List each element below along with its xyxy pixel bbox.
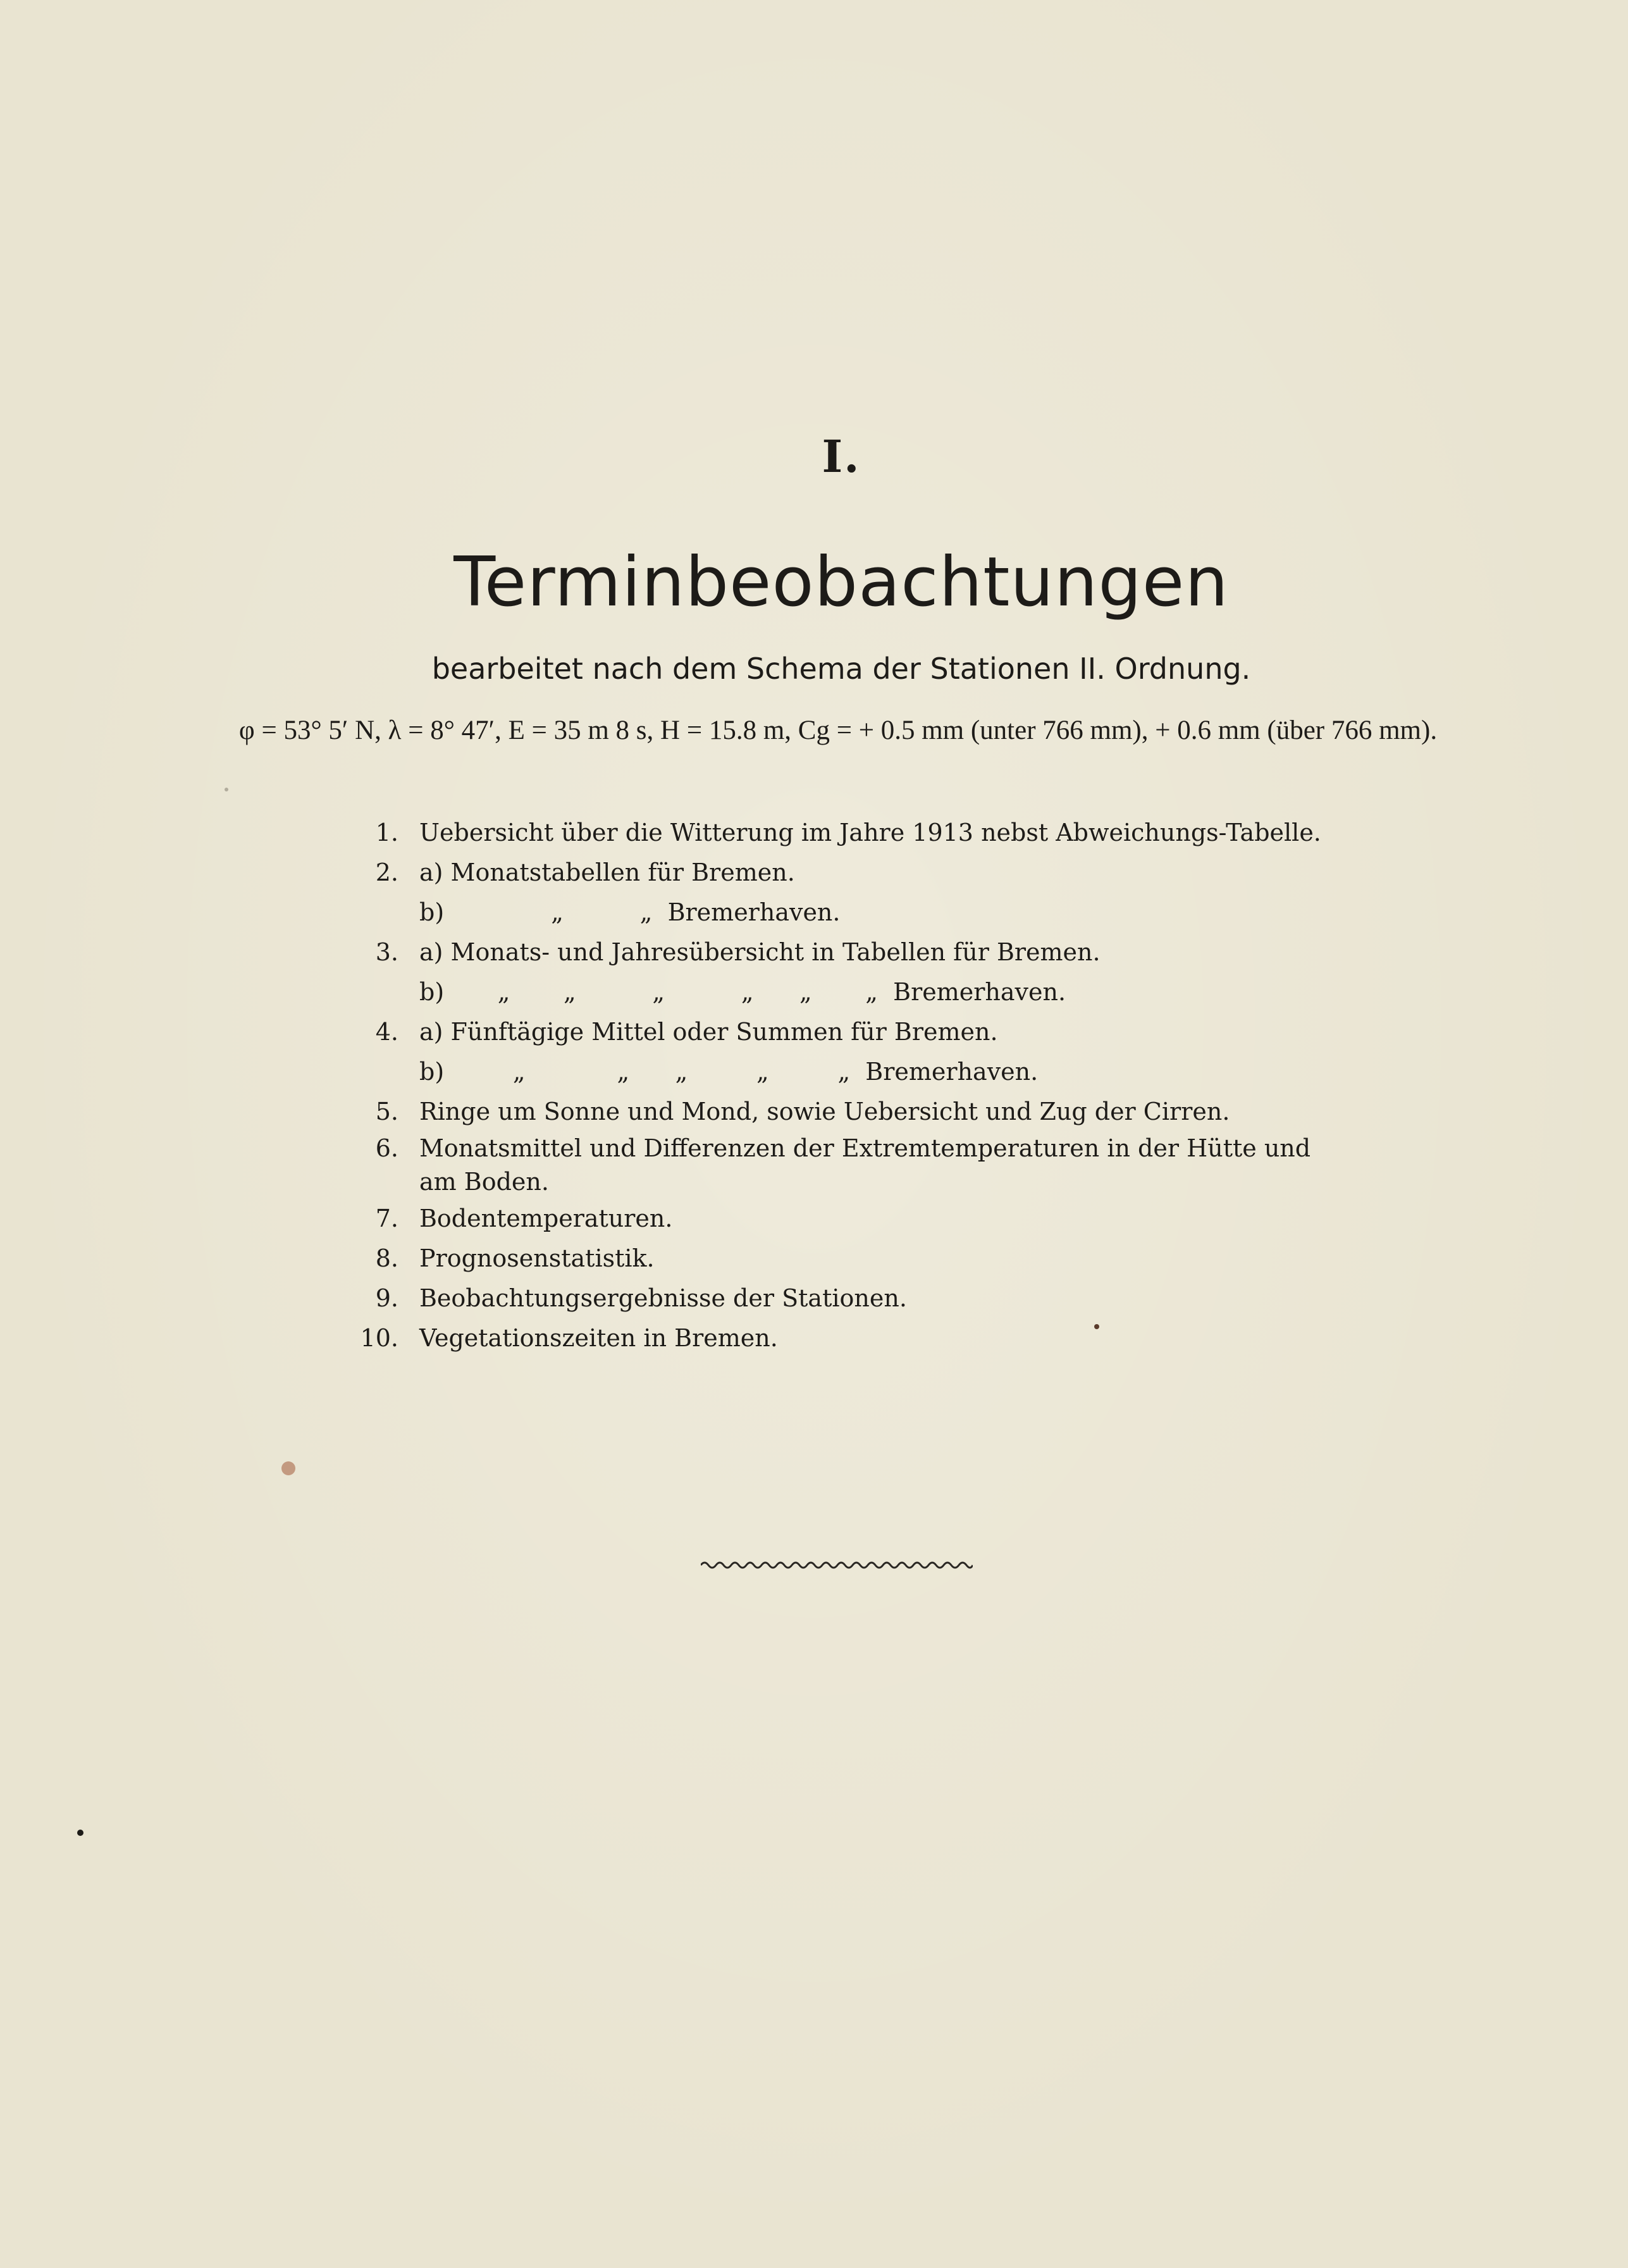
item-text: b) „ „ Bremerhaven. <box>419 898 841 926</box>
item-text: a) Fünftägige Mittel oder Summen für Bremen. <box>419 1018 998 1046</box>
table-of-contents <box>354 813 1335 1358</box>
item-text: b) „ „ „ „ „ Bremerhaven. <box>419 1058 1039 1086</box>
item-text: a) Monatstabellen für Bremen. <box>419 858 795 886</box>
ink-speck <box>1094 1324 1099 1329</box>
page-subtitle: bearbeitet nach dem Schema der Stationen II. Ordnung. <box>431 652 1251 686</box>
list-item <box>354 813 1335 853</box>
section-number: I. <box>822 430 861 483</box>
item-number: 10. <box>360 1324 398 1352</box>
list-item <box>354 1052 1335 1092</box>
item-text: Beobachtungsergebnisse der Stationen. <box>419 1284 907 1312</box>
list-item <box>354 1199 1335 1239</box>
item-text: Uebersicht über die Witterung im Jahre 1913 nebst Abweichungs-Tabelle. <box>419 819 1321 846</box>
item-number: 9. <box>375 1284 398 1312</box>
list-item <box>354 1239 1335 1279</box>
list-item <box>354 853 1335 893</box>
item-text: Ringe um Sonne und Mond, sowie Uebersicht und Zug der Cirren. <box>419 1098 1230 1125</box>
item-number: 3. <box>375 938 398 966</box>
item-text: Prognosenstatistik. <box>419 1244 655 1272</box>
item-number: 6. <box>375 1134 398 1162</box>
list-item <box>354 1279 1335 1318</box>
item-number: 5. <box>375 1098 398 1125</box>
item-number: 4. <box>375 1018 398 1046</box>
paper-speck <box>225 788 228 791</box>
item-number: 8. <box>375 1244 398 1272</box>
item-text: a) Monats- und Jahresübersicht in Tabellen für Bremen. <box>419 938 1101 966</box>
item-number: 2. <box>375 858 398 886</box>
item-text: Bodentemperaturen. <box>419 1205 673 1232</box>
list-item <box>354 1012 1335 1052</box>
list-item <box>354 972 1335 1012</box>
station-coordinates: φ = 53° 5′ N, λ = 8° 47′, E = 35 m 8 s, H = 15.8 m, Cg = + 0.5 mm (unter 766 mm), + 0.6 mm (über 766 mm). <box>238 716 1438 745</box>
item-number: 1. <box>375 819 398 846</box>
ink-speck <box>77 1830 83 1836</box>
item-text: Monatsmittel und Differenzen der Extremtemperaturen in der Hütte und am Boden. <box>419 1134 1311 1196</box>
list-item <box>354 893 1335 933</box>
item-text: Vegetationszeiten in Bremen. <box>419 1324 778 1352</box>
list-item <box>354 1318 1335 1358</box>
paper-stain <box>281 1461 295 1475</box>
list-item <box>354 933 1335 972</box>
item-text: b) „ „ „ „ „ „ Bremerhaven. <box>419 978 1066 1006</box>
list-item <box>354 1132 1335 1199</box>
wavy-divider <box>701 1558 973 1573</box>
item-number: 7. <box>375 1205 398 1232</box>
page-title: Terminbeobachtungen <box>453 543 1229 622</box>
list-item <box>354 1092 1335 1132</box>
